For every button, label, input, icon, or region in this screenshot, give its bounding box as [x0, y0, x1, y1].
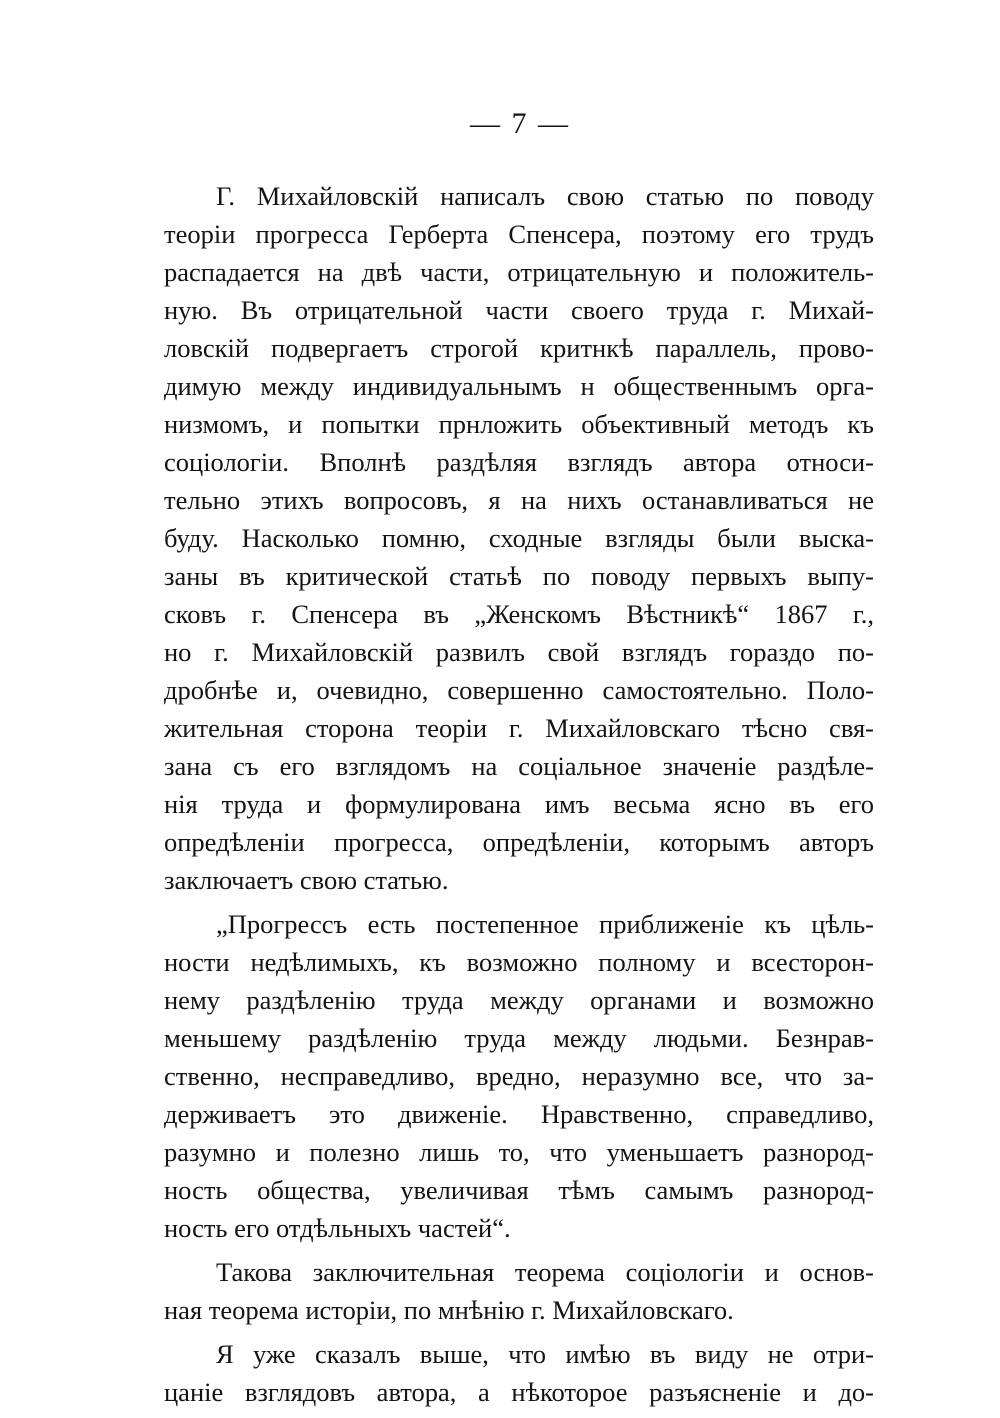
- text-line: меньшему раздѣленію труда между людьми. Безнрав-: [164, 1023, 874, 1053]
- text-line: цаніе взглядовъ автора, а нѣкоторое разъясненіе и до-: [164, 1377, 874, 1407]
- text-line: Я уже сказалъ выше, что имѣю въ виду не отри-: [216, 1339, 874, 1369]
- paragraph-4: [164, 1335, 874, 1411]
- text-line: нему раздѣленію труда между органами и возможно: [164, 985, 874, 1015]
- text-line: ность его отдѣльныхъ частей“.: [164, 1213, 511, 1243]
- text-line: Такова заключительная теорема соціологіи и основ-: [216, 1257, 874, 1287]
- text-line: ность общества, увеличивая тѣмъ самымъ разнород-: [164, 1175, 874, 1205]
- text-line: ную. Въ отрицательной части своего труда г. Михай-: [164, 295, 874, 325]
- text-line: опредѣленіи прогресса, опредѣленіи, которымъ авторъ: [164, 827, 874, 857]
- text-line: теоріи прогресса Герберта Спенсера, поэтому его трудъ: [164, 219, 874, 249]
- text-line: нія труда и формулирована имъ весьма ясно въ его: [164, 789, 874, 819]
- text-line: тельно этихъ вопросовъ, я на нихъ останавливаться не: [164, 485, 874, 515]
- text-line: низмомъ, и попытки прнложить объективный методъ къ: [164, 409, 874, 439]
- text-line: разумно и полезно лишь то, что уменьшаетъ разнород-: [164, 1137, 874, 1167]
- text-line: жительная сторона теоріи г. Михайловскаго тѣсно свя-: [164, 713, 874, 743]
- text-line: дробнѣе и, очевидно, совершенно самостоятельно. Поло-: [164, 675, 874, 705]
- paragraph-2-quote: [164, 905, 874, 1247]
- text-line: Г. Михайловскій написалъ свою статью по поводу: [216, 181, 874, 211]
- text-line: буду. Насколько помню, сходные взгляды были выска-: [164, 523, 874, 553]
- text-line: зана съ его взглядомъ на соціальное значеніе раздѣле-: [164, 751, 874, 781]
- text-line: сковъ г. Спенсера въ „Женскомъ Вѣстникѣ“ 1867 г.,: [164, 599, 874, 629]
- text-line: „Прогрессъ есть постепенное приближеніе къ цѣль-: [216, 909, 874, 939]
- text-line: ная теорема исторіи, по мнѣнію г. Михайловскаго.: [164, 1295, 734, 1325]
- text-line: ственно, несправедливо, вредно, неразумно все, что за-: [164, 1061, 874, 1091]
- text-line: держиваетъ это движеніе. Нравственно, справедливо,: [164, 1099, 874, 1129]
- text-line: заключаетъ свою статью.: [164, 865, 449, 895]
- body-text: [164, 177, 874, 1411]
- text-line: но г. Михайловскій развилъ свой взглядъ гораздо по-: [164, 637, 874, 667]
- paragraph-1: [164, 177, 874, 899]
- page-number: — 7 —: [470, 107, 570, 140]
- paragraph-3: [164, 1253, 874, 1329]
- text-line: распадается на двѣ части, отрицательную и положитель-: [164, 257, 874, 287]
- text-line: соціологіи. Вполнѣ раздѣляя взглядъ автора относи-: [164, 447, 874, 477]
- text-line: ности недѣлимыхъ, къ возможно полному и всесторон-: [164, 947, 874, 977]
- text-line: ловскій подвергаетъ строгой критнкѣ параллель, прово-: [164, 333, 874, 363]
- text-line: димую между индивидуальнымъ н общественнымъ орга-: [164, 371, 874, 401]
- text-line: заны въ критической статьѣ по поводу первыхъ выпу-: [164, 561, 874, 591]
